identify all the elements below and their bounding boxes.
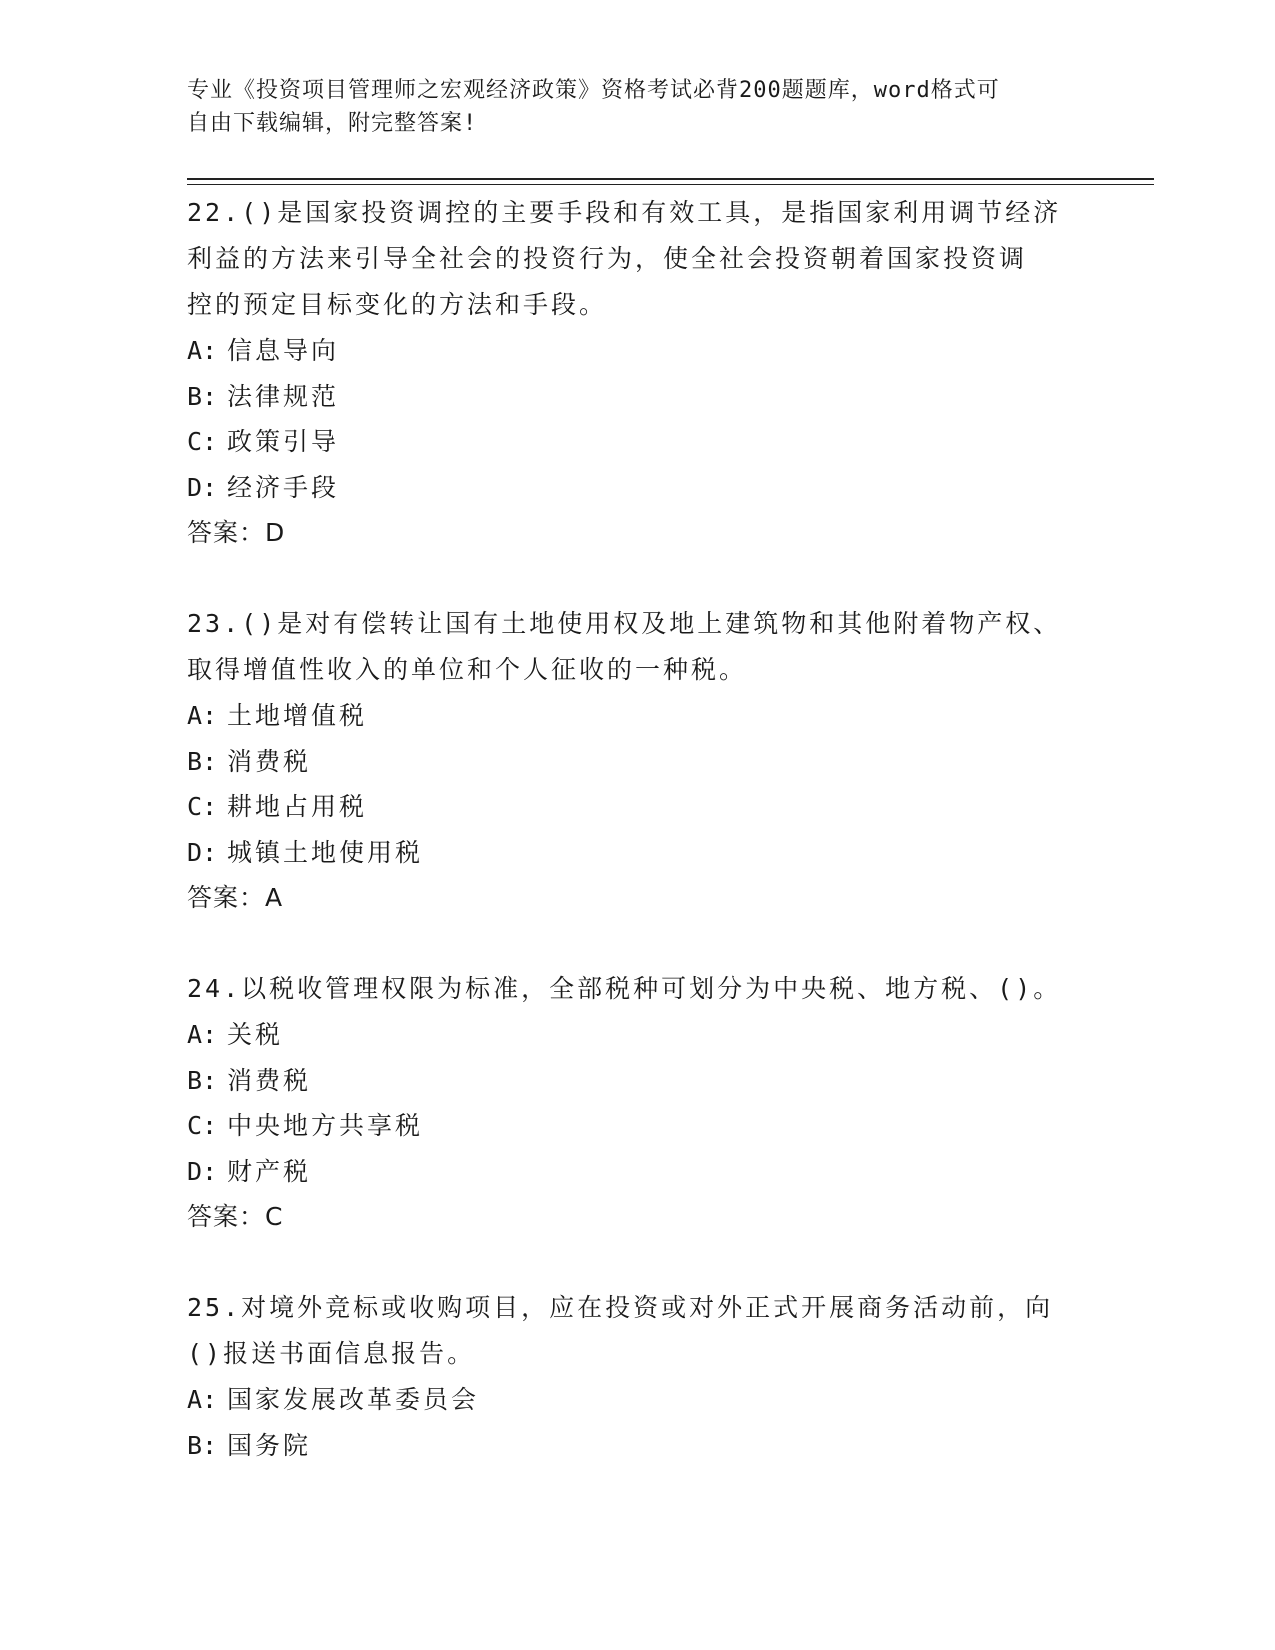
stem-line: 25.对境外竞标或收购项目，应在投资或对外正式开展商务活动前，向 — [187, 1293, 1054, 1322]
stem-line: 22.()是国家投资调控的主要手段和有效工具，是指国家利用调节经济 — [187, 198, 1062, 227]
option-text: 法律规范 — [227, 381, 340, 411]
option-letter: D: — [187, 837, 218, 867]
option-d — [187, 830, 1087, 876]
option-text: 国家发展改革委员会 — [227, 1385, 480, 1414]
option-letter: B: — [187, 746, 218, 776]
question-22 — [187, 190, 1087, 556]
option-text: 信息导向 — [227, 336, 340, 365]
option-letter: D: — [187, 1156, 218, 1186]
option-c — [187, 1103, 1087, 1149]
stem-line: 利益的方法来引导全社会的投资行为，使全社会投资朝着国家投资调 — [187, 244, 1028, 273]
option-b — [187, 1423, 1087, 1469]
question-stem — [187, 1285, 1087, 1377]
option-letter: A: — [187, 336, 218, 365]
answer-line: 答案：D — [187, 518, 286, 547]
stem-line: ()报送书面信息报告。 — [187, 1339, 476, 1368]
option-text: 城镇土地使用税 — [227, 837, 424, 867]
option-b — [187, 739, 1087, 785]
option-text: 经济手段 — [227, 472, 340, 502]
option-letter: B: — [187, 1430, 218, 1460]
option-letter: C: — [187, 1111, 218, 1140]
answer-line: 答案：A — [187, 883, 284, 912]
option-b — [187, 374, 1087, 420]
stem-line: 24.以税收管理权限为标准，全部税种可划分为中央税、地方税、()。 — [187, 974, 1062, 1003]
question-25 — [187, 1285, 1087, 1468]
option-letter: B: — [187, 1065, 218, 1095]
option-text: 财产税 — [227, 1156, 312, 1186]
option-text: 关税 — [227, 1020, 284, 1049]
option-letter: D: — [187, 472, 218, 502]
header-line-2: 自由下载编辑，附完整答案! — [187, 111, 478, 136]
option-a — [187, 1377, 1087, 1423]
option-letter: C: — [187, 792, 218, 821]
option-letter: B: — [187, 381, 218, 411]
stem-line: 取得增值性收入的单位和个人征收的一种税。 — [187, 655, 748, 684]
option-text: 政策引导 — [227, 427, 340, 456]
option-letter: A: — [187, 1385, 218, 1414]
question-stem — [187, 190, 1087, 328]
header-line-1: 专业《投资项目管理师之宏观经济政策》资格考试必背200题题库，word格式可 — [187, 78, 1000, 103]
option-letter: C: — [187, 427, 218, 456]
option-text: 消费税 — [227, 746, 312, 776]
question-24 — [187, 966, 1087, 1240]
option-d — [187, 1149, 1087, 1195]
question-stem — [187, 966, 1087, 1012]
option-a — [187, 693, 1087, 739]
option-c — [187, 419, 1087, 465]
option-letter: A: — [187, 1020, 218, 1049]
answer-line: 答案：C — [187, 1202, 284, 1231]
option-c — [187, 784, 1087, 830]
stem-line: 23.()是对有偿转让国有土地使用权及地上建筑物和其他附着物产权、 — [187, 609, 1062, 638]
question-list — [187, 190, 1087, 1513]
document-header — [187, 74, 1067, 140]
question-23 — [187, 601, 1087, 921]
option-text: 国务院 — [227, 1430, 312, 1460]
header-divider-thin — [187, 184, 1154, 185]
option-a — [187, 1012, 1087, 1058]
option-text: 消费税 — [227, 1065, 312, 1095]
header-divider-thick — [187, 178, 1154, 180]
stem-line: 控的预定目标变化的方法和手段。 — [187, 290, 608, 319]
question-stem — [187, 601, 1087, 693]
option-letter: A: — [187, 701, 218, 730]
option-text: 中央地方共享税 — [227, 1111, 424, 1140]
option-a — [187, 328, 1087, 374]
option-text: 土地增值税 — [227, 701, 368, 730]
option-b — [187, 1058, 1087, 1104]
option-d — [187, 465, 1087, 511]
option-text: 耕地占用税 — [227, 792, 368, 821]
